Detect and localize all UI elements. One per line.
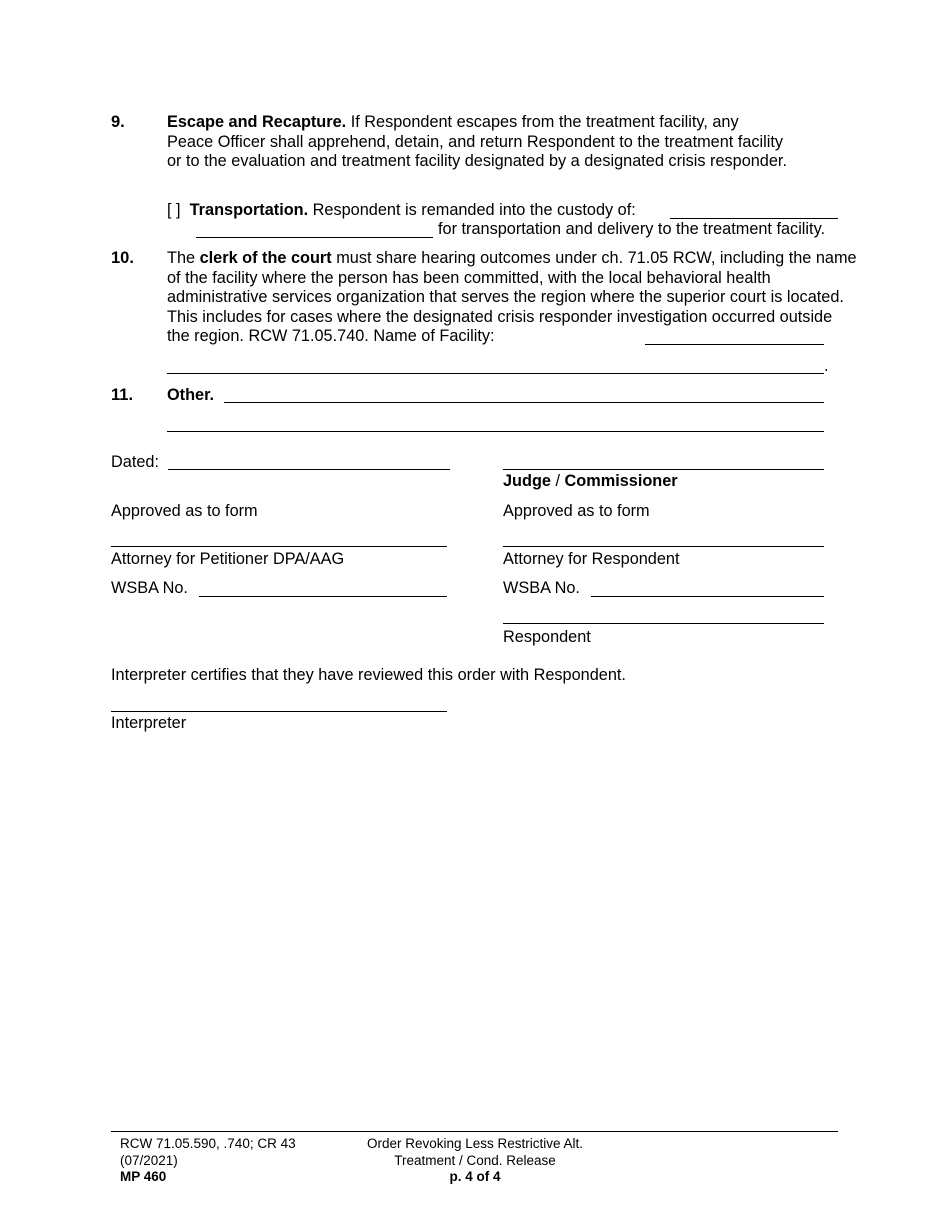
petitioner-attorney-label: Attorney for Petitioner DPA/AAG	[111, 550, 345, 568]
respondent-label: Respondent	[503, 628, 591, 646]
other-field-line2[interactable]	[167, 431, 824, 432]
respondent-attorney-label: Attorney for Respondent	[503, 550, 680, 568]
footer-title-line1: Order Revoking Less Restrictive Alt.	[366, 1136, 584, 1151]
section-11-heading: Other.	[167, 386, 215, 404]
footer-statute: RCW 71.05.590, .740; CR 43	[120, 1136, 296, 1151]
section-10-heading: clerk of the court	[199, 249, 332, 267]
approved-right-label: Approved as to form	[503, 502, 650, 520]
section-10-paragraph	[167, 249, 857, 347]
section-10-number: 10.	[111, 249, 134, 267]
transportation-line	[167, 201, 636, 220]
facility-period: .	[824, 357, 829, 375]
respondent-signature-line[interactable]	[503, 623, 824, 624]
judge-slash: /	[550, 472, 565, 490]
interpreter-signature-line[interactable]	[111, 711, 447, 712]
section-9-text: If Respondent escapes from the treatment facility, any Peace Officer shall apprehend, detain, and return Respondent to the treatment facility or to the evaluation and treatment facility designated by a designated crisis responder.	[167, 113, 787, 171]
section-11-number: 11.	[111, 386, 134, 404]
wsba-right-field[interactable]	[591, 596, 824, 597]
facility-name-field-line2[interactable]	[167, 373, 824, 374]
other-field[interactable]	[224, 402, 824, 403]
section-9-number: 9.	[111, 113, 125, 131]
section-9-paragraph	[167, 113, 787, 172]
judge-signature-line[interactable]	[503, 469, 824, 470]
section-10-pre: The	[167, 249, 200, 267]
wsba-left-field[interactable]	[199, 596, 447, 597]
transportation-heading: Transportation.	[189, 201, 309, 219]
transportation-tail: for transportation and delivery to the treatment facility.	[438, 220, 826, 238]
facility-name-field[interactable]	[645, 344, 824, 345]
footer-form-number: MP 460	[120, 1169, 167, 1184]
dated-field[interactable]	[168, 469, 450, 470]
dated-label: Dated:	[111, 453, 159, 471]
footer-title-line2: Treatment / Cond. Release	[394, 1152, 556, 1168]
commissioner-label: Commissioner	[564, 472, 678, 490]
section-9-heading: Escape and Recapture.	[167, 113, 347, 131]
footer-page-number: p. 4 of 4	[449, 1169, 501, 1184]
interpreter-certification: Interpreter certifies that they have reviewed this order with Respondent.	[111, 666, 626, 684]
footer-center	[340, 1136, 610, 1186]
footer-date: (07/2021)	[120, 1152, 178, 1168]
transportation-checkbox[interactable]: [ ]	[167, 201, 181, 219]
judge-commissioner-label	[503, 472, 678, 491]
wsba-right-label: WSBA No.	[503, 579, 580, 597]
section-10-text: must share hearing outcomes under ch. 71.05 RCW, including the name of the facility where the person has been committed, with the local behavioral health administrative services organization that serves the region where the superior court is located. This includes for cases where the designated crisis responder investigation occurred outside the region. RCW 71.05.740. Name of Facility:	[167, 249, 857, 346]
petitioner-attorney-signature-line[interactable]	[111, 546, 447, 547]
custody-name-field-line2[interactable]	[196, 237, 433, 238]
interpreter-label: Interpreter	[111, 714, 187, 732]
transportation-text: Respondent is remanded into the custody of:	[308, 201, 636, 219]
respondent-attorney-signature-line[interactable]	[503, 546, 824, 547]
footer-rule	[111, 1131, 838, 1132]
approved-left-label: Approved as to form	[111, 502, 258, 520]
wsba-left-label: WSBA No.	[111, 579, 188, 597]
footer-left	[120, 1136, 296, 1186]
custody-name-field[interactable]	[670, 218, 838, 219]
judge-label: Judge	[503, 472, 551, 490]
